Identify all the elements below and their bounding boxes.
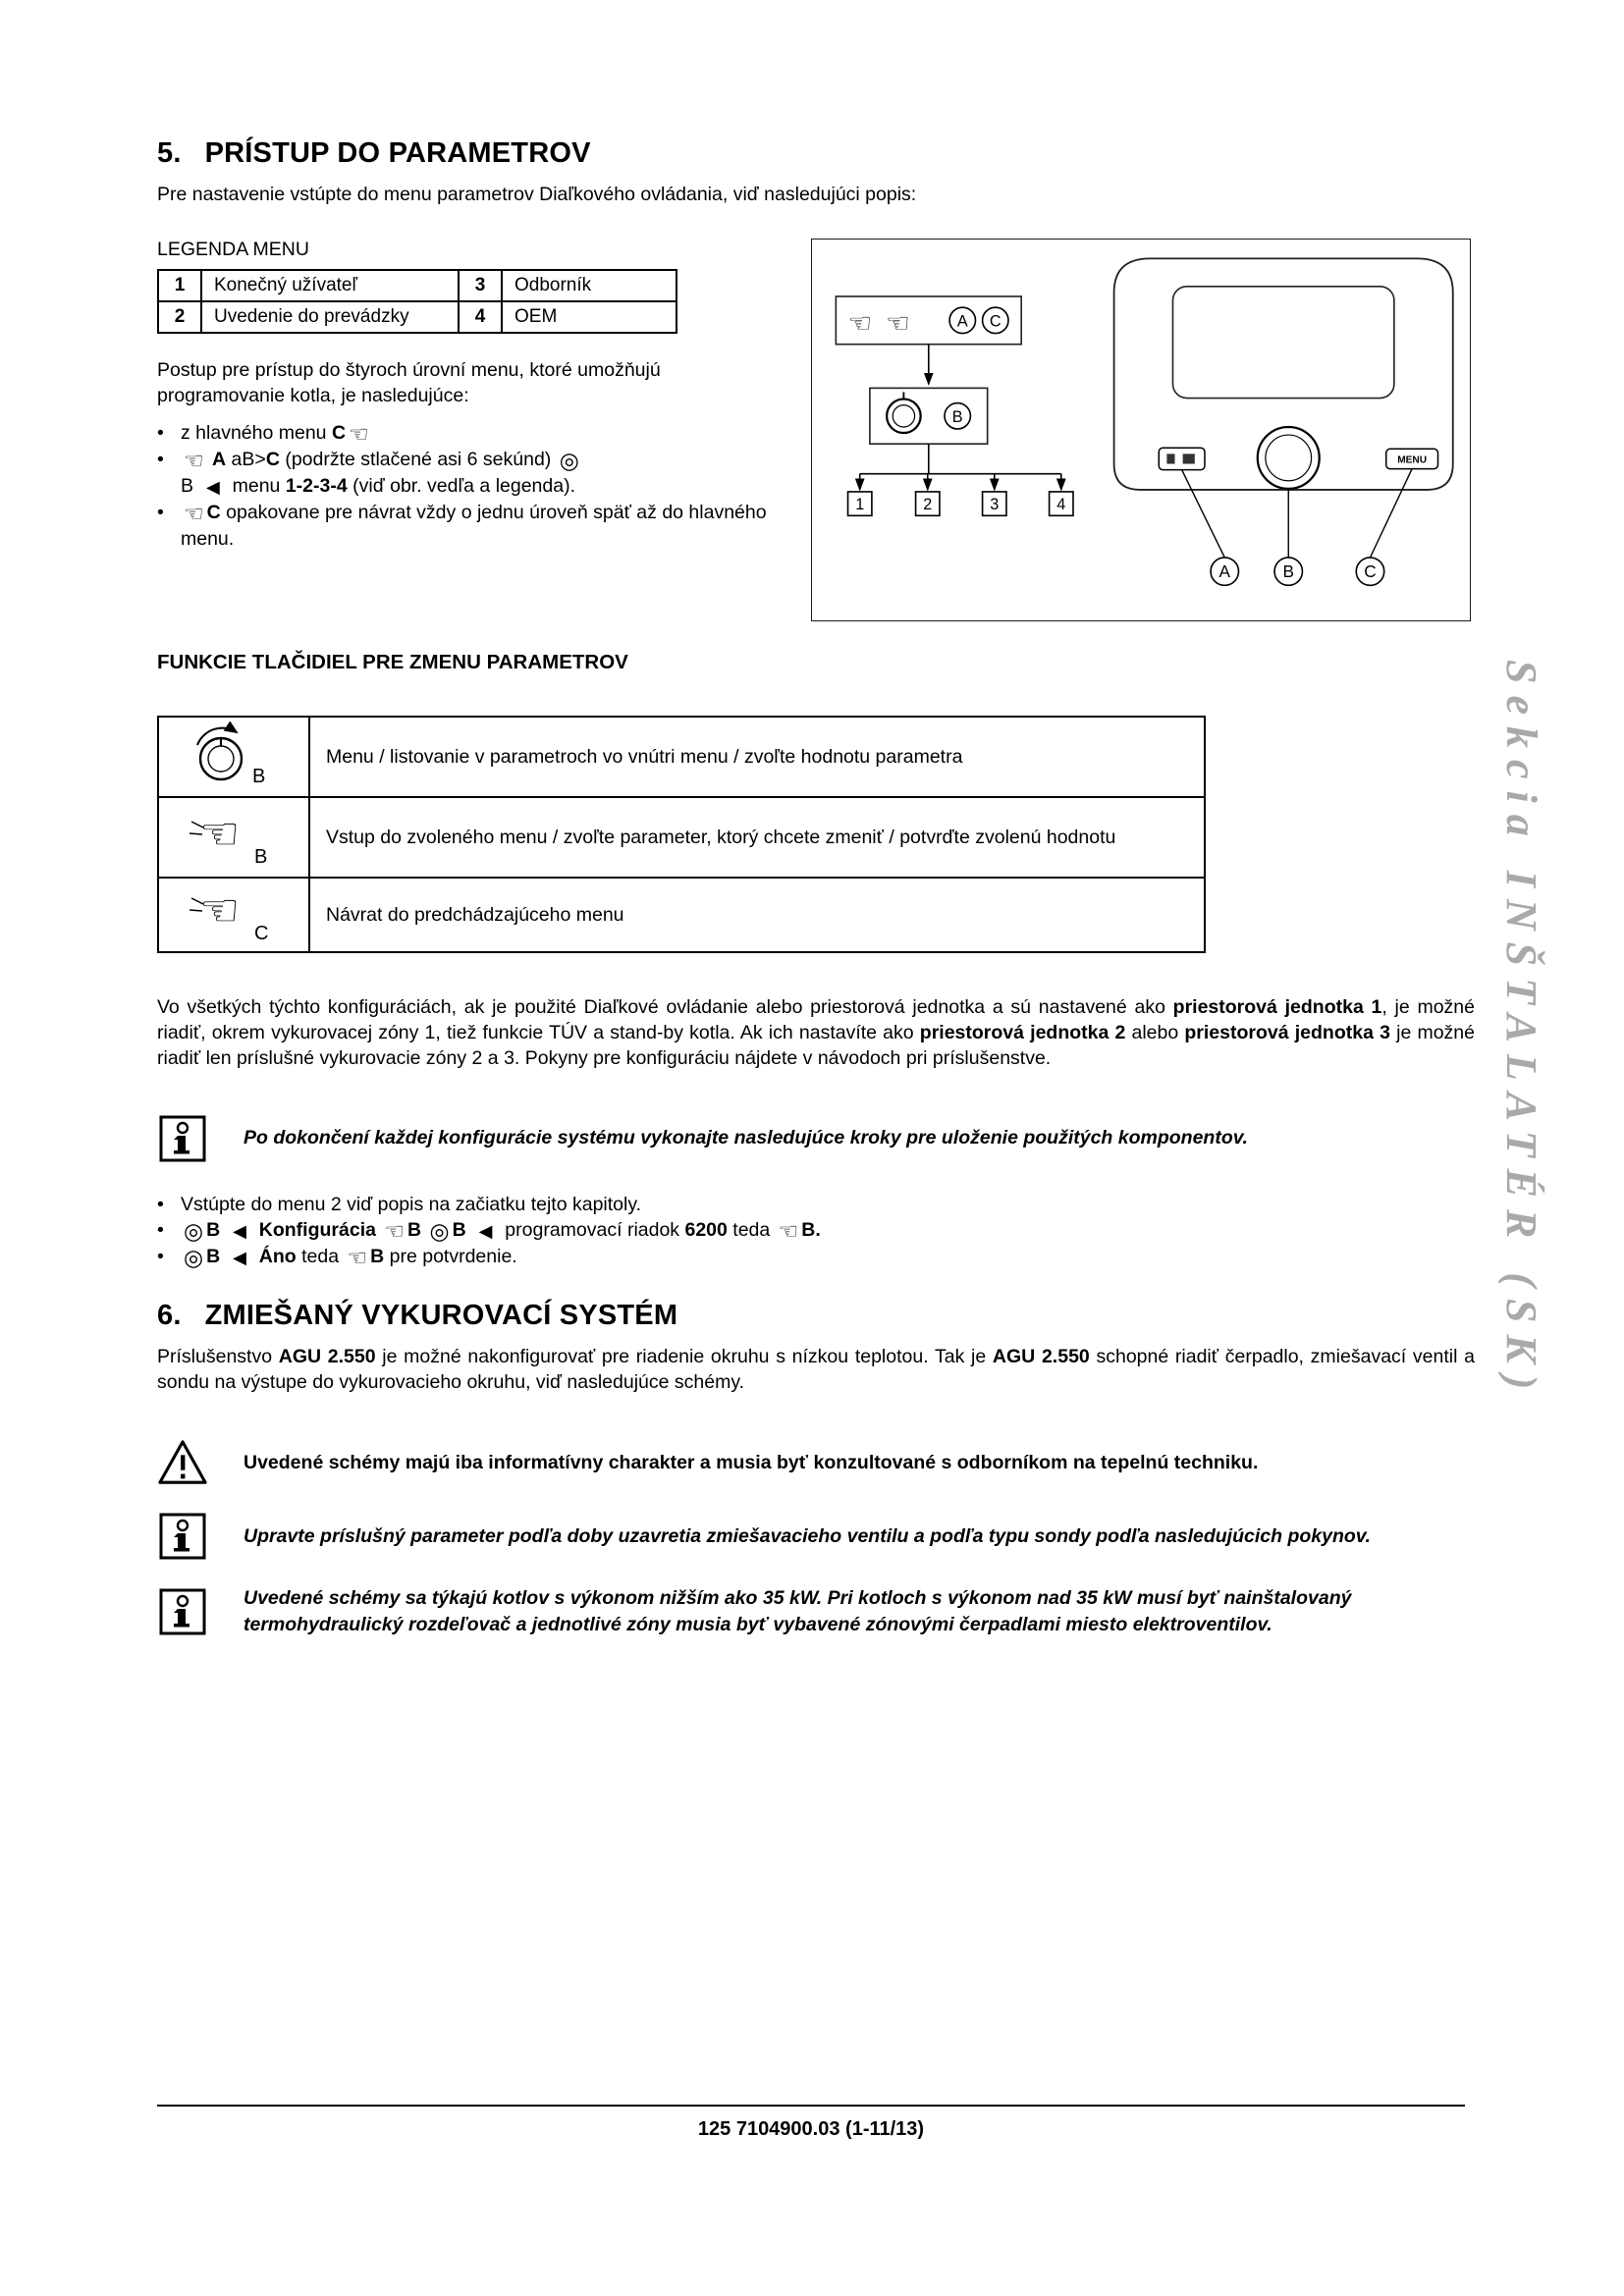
- text-segment: B: [452, 1219, 466, 1242]
- section6-number: 6.: [157, 1300, 182, 1332]
- text-segment: Vstúpte do menu 2 viď popis na začiatku tejto kapitoly.: [181, 1193, 642, 1215]
- press-c-icon-cell: [158, 878, 309, 952]
- note-text: Uvedené schémy majú iba informatívny charakter a musia byť konzultované s odborníkom na tepelnú techniku.: [244, 1452, 1259, 1474]
- text-segment: Vo všetkých týchto konfiguráciách, ak je použité Diaľkové ovládanie alebo priestorová jednotka a sú nastavené ako: [157, 996, 1173, 1019]
- svg-text:C: C: [1364, 561, 1377, 582]
- text-segment: 6200: [684, 1219, 728, 1242]
- warning-icon: [157, 1438, 208, 1487]
- display-screen: [1172, 287, 1393, 399]
- back-icon: ◄: [228, 1218, 251, 1245]
- svg-text:MENU: MENU: [1397, 454, 1428, 466]
- text-segment: Príslušenstvo: [157, 1346, 279, 1368]
- press-b-icon-cell: [158, 797, 309, 878]
- main-content: [157, 137, 1475, 1638]
- text-segment: [466, 1219, 471, 1241]
- text-segment: opakovane pre návrat vždy o jednu úroveň späť až do hlavného menu.: [181, 502, 767, 550]
- text-segment: , je možné riadiť, okrem vykurovacej zóny 1, tiež funkcie TÚV a stand-by kotla. Ak ich nastavíte ako: [157, 996, 1475, 1044]
- bullet-text: [181, 1217, 1475, 1244]
- text-segment: je možné nakonfigurovať pre riadenie okruhu s nízkou teplotou. Tak je: [375, 1346, 993, 1368]
- save-note: [157, 1115, 1475, 1162]
- text-segment: programovací riadok: [499, 1219, 685, 1242]
- service-mode-button: [1159, 448, 1205, 469]
- knob-icon: ◎: [429, 1218, 450, 1245]
- menu-legend-table: [157, 269, 677, 334]
- rotary-knob: [1258, 427, 1320, 489]
- list-item: [157, 420, 785, 447]
- function-description: Menu / listovanie v parametroch vo vnútri menu / zvoľte hodnotu parametra: [309, 717, 1205, 797]
- text-segment: B: [370, 1246, 385, 1268]
- bullet-marker: •: [157, 1246, 164, 1268]
- bullet-marker: •: [157, 502, 164, 524]
- knob-icon: ◎: [559, 448, 579, 474]
- legend-cell: Odborník: [502, 270, 677, 301]
- text-segment: [376, 1219, 381, 1241]
- text-segment: z hlavného menu: [181, 422, 332, 445]
- text-segment: (podržte stlačené asi 6 sekúnd): [279, 449, 557, 471]
- text-segment: B.: [801, 1219, 821, 1242]
- section6-title: ZMIEŠANÝ VYKUROVACÍ SYSTÉM: [204, 1300, 678, 1332]
- warning-note: [157, 1438, 1475, 1487]
- section5-heading: [157, 137, 1475, 170]
- bullet-text: [181, 1192, 1475, 1218]
- page-footer: [157, 2105, 1465, 2141]
- hand-press-icon: [180, 882, 288, 941]
- svg-text:B: B: [254, 846, 268, 868]
- functions-heading: FUNKCIE TLAČIDIEL PRE ZMENU PARAMETROV: [157, 651, 628, 674]
- list-item: [157, 500, 785, 553]
- hand-icon: ☜: [184, 501, 204, 527]
- hand-press-icon: [180, 802, 288, 867]
- menu-access-bullets: [157, 420, 785, 553]
- svg-text:B: B: [1282, 561, 1295, 582]
- svg-text:4: 4: [1056, 496, 1066, 514]
- note-text: Uvedené schémy sa týkajú kotlov s výkonom nižším ako 35 kW. Pri kotloch s výkonom nad 35 kW musí byť nainštalovaný termohydraulický rozdeľovač a jednotlivé zóny musia byť vybavené zónovými čerpadlami miesto elektroventilov.: [244, 1587, 1352, 1636]
- svg-text:C: C: [254, 923, 269, 942]
- table-row: [158, 270, 677, 301]
- bullet-marker: •: [157, 422, 164, 445]
- legend-cell: 2: [158, 301, 201, 333]
- bullet-text: [181, 500, 785, 553]
- bullet-text: [181, 447, 785, 473]
- bullet-text: [181, 420, 785, 447]
- text-segment: B: [206, 1246, 221, 1268]
- text-segment: aB>: [226, 449, 266, 471]
- text-segment: teda: [296, 1246, 345, 1268]
- text-segment: menu: [227, 475, 286, 498]
- text-segment: C: [206, 502, 221, 524]
- configuration-paragraph: [157, 994, 1475, 1071]
- diagram-svg: [812, 240, 1470, 620]
- text-segment: alebo: [1125, 1022, 1185, 1044]
- section6-paragraph: [157, 1344, 1475, 1395]
- info-note-2: [157, 1585, 1475, 1638]
- text-segment: AGU 2.550: [278, 1346, 376, 1368]
- function-description: Vstup do zvoleného menu / zvoľte parameter, ktorý chcete zmeniť / potvrďte zvolenú hodnotu: [309, 797, 1205, 878]
- note-text: Upravte príslušný parameter podľa doby uzavretia zmiešavacieho ventilu a podľa typu sondy podľa nasledujúcich pokynov.: [244, 1525, 1371, 1548]
- list-item: [157, 1192, 1475, 1218]
- legend-cell: OEM: [502, 301, 677, 333]
- table-row: [158, 301, 677, 333]
- text-segment: C: [331, 422, 347, 445]
- legend-column: [157, 239, 785, 553]
- info-note-1: [157, 1513, 1475, 1560]
- hand-icon: ☜: [349, 421, 369, 448]
- hand-icon: ☜: [384, 1218, 406, 1245]
- legend-title: LEGENDA MENU: [157, 239, 309, 261]
- bullet-text: [181, 473, 785, 500]
- text-segment: pre potvrdenie.: [384, 1246, 517, 1268]
- svg-text:3: 3: [990, 496, 1000, 514]
- text-segment: [220, 1219, 225, 1241]
- text-segment: B: [407, 1219, 422, 1242]
- section6-heading: [157, 1300, 1475, 1332]
- hand-glyph: ☜: [199, 808, 241, 860]
- svg-text:B: B: [252, 766, 266, 787]
- svg-text:2: 2: [923, 496, 933, 514]
- text-segment: teda: [727, 1219, 776, 1242]
- knob-icon: [887, 400, 921, 434]
- hand-icon: ☜: [184, 448, 204, 474]
- text-segment: priestorová jednotka 2: [919, 1022, 1126, 1044]
- back-icon: ◄: [228, 1245, 251, 1271]
- text-segment: Áno: [258, 1246, 297, 1268]
- knob-icon: ◎: [184, 1218, 204, 1245]
- hand-glyph: ☜: [199, 884, 241, 936]
- legend-cell: 4: [459, 301, 502, 333]
- text-segment: C: [265, 449, 280, 471]
- table-row: [158, 878, 1205, 952]
- text-segment: 1-2-3-4: [285, 475, 348, 498]
- text-segment: je možné riadiť len príslušné vykurovacie zóny 2 a 3. Pokyny pre konfiguráciu nájdete v návodoch pri príslušenstve.: [157, 1022, 1475, 1070]
- knob-icon: ◎: [184, 1245, 204, 1271]
- table-row: [158, 797, 1205, 878]
- document-code: 125 7104900.03 (1-11/13): [697, 2118, 925, 2140]
- knob-icon-cell: [158, 717, 309, 797]
- text-segment: B: [181, 475, 199, 498]
- procedure-text: Postup pre prístup do štyroch úrovní menu, ktoré umožňujú programovanie kotla, je nasledujúce:: [157, 359, 661, 407]
- section5-title: PRÍSTUP DO PARAMETROV: [204, 137, 591, 169]
- svg-text:C: C: [989, 312, 1001, 331]
- bullet-marker: •: [157, 1219, 164, 1242]
- text-segment: A: [212, 449, 227, 471]
- hand-icon: ☜: [778, 1218, 799, 1245]
- svg-text:1: 1: [855, 496, 865, 514]
- hand-icon: ☜: [847, 307, 873, 339]
- bullet-marker: •: [157, 1193, 164, 1215]
- text-segment: (viď obr. vedľa a legenda).: [347, 475, 576, 498]
- text-segment: [421, 1219, 426, 1241]
- bullet-text: [181, 1244, 1475, 1270]
- menu-structure-diagram: [811, 239, 1471, 621]
- section5-intro: Pre nastavenie vstúpte do menu parametrov Diaľkového ovládania, viď nasledujúci popis:: [157, 184, 917, 205]
- hand-icon: ☜: [347, 1245, 368, 1271]
- table-row: [158, 717, 1205, 797]
- legend-diagram-row: [157, 239, 1475, 621]
- info-icon: [157, 1115, 208, 1162]
- back-icon: ◄: [201, 474, 225, 501]
- text-segment: priestorová jednotka 3: [1184, 1022, 1390, 1044]
- svg-text:A: A: [1218, 561, 1231, 582]
- text-segment: B: [206, 1219, 221, 1242]
- legend-cell: 1: [158, 270, 201, 301]
- section5-number: 5.: [157, 137, 182, 169]
- function-description: Návrat do predchádzajúceho menu: [309, 878, 1205, 952]
- rotary-knob-icon: [180, 721, 288, 786]
- text-segment: priestorová jednotka 1: [1172, 996, 1382, 1019]
- list-item: [157, 447, 785, 473]
- list-item-continuation: [157, 473, 785, 500]
- side-section-label: Sekcia INŠTALATÉR (SK): [1497, 660, 1545, 1402]
- text-segment: AGU 2.550: [992, 1346, 1090, 1368]
- button-functions-table: [157, 716, 1206, 953]
- info-icon: [157, 1513, 208, 1560]
- svg-text:A: A: [956, 312, 968, 331]
- bullet-marker: •: [157, 449, 164, 471]
- list-item: [157, 1217, 1475, 1244]
- legend-cell: 3: [459, 270, 502, 301]
- text-segment: Konfigurácia: [258, 1219, 376, 1242]
- save-steps: [157, 1192, 1475, 1271]
- svg-text:B: B: [951, 408, 963, 427]
- info-icon: [157, 1588, 208, 1635]
- legend-cell: Uvedenie do prevádzky: [201, 301, 459, 333]
- legend-cell: Konečný užívateľ: [201, 270, 459, 301]
- text-segment: [220, 1246, 225, 1267]
- back-icon: ◄: [474, 1218, 497, 1245]
- list-item: [157, 1244, 1475, 1270]
- hand-icon: ☜: [886, 307, 910, 339]
- text-segment: schopné riadiť čerpadlo, zmiešavací ventil a sondu na výstupe do vykurovacieho okruhu, viď nasledujúce schémy.: [157, 1346, 1475, 1394]
- bullet-marker: [157, 473, 181, 500]
- note-text: Po dokončení každej konfigurácie systému vykonajte nasledujúce kroky pre uloženie použitých komponentov.: [244, 1127, 1248, 1149]
